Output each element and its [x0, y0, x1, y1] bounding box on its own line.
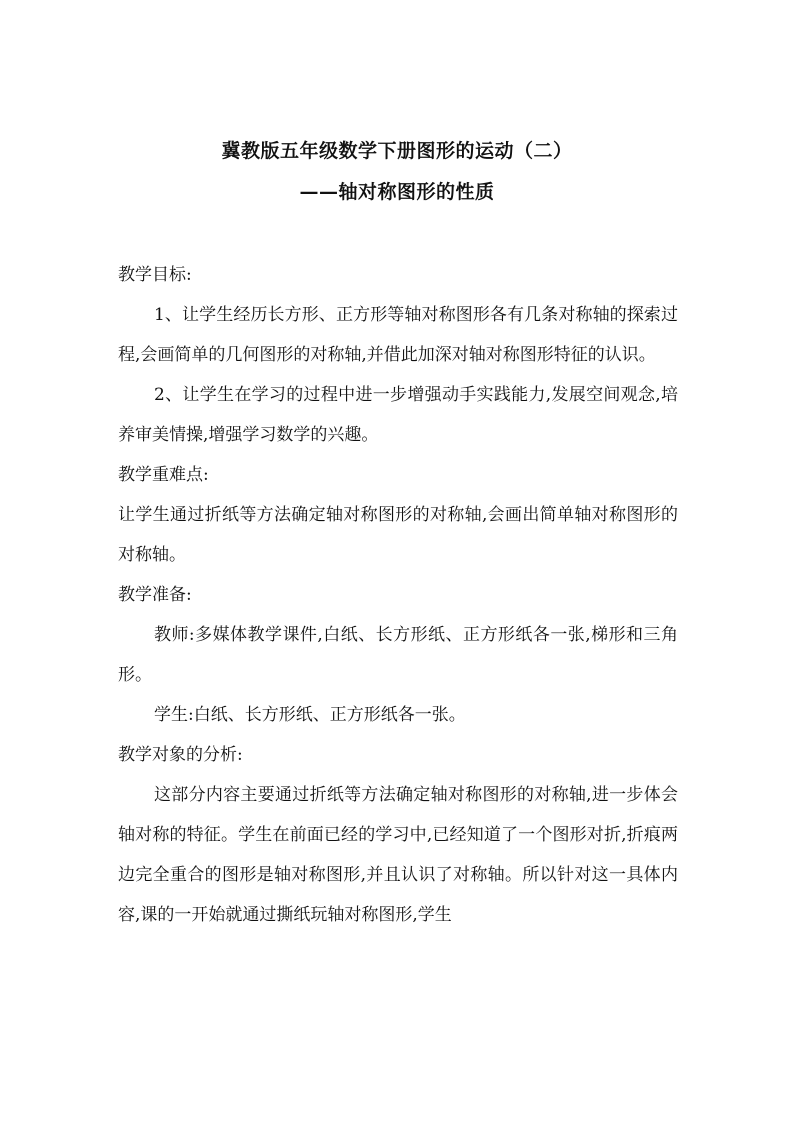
heading-teaching-goals: 教学目标:: [118, 265, 192, 285]
student-preparation-paragraph: 学生:白纸、长方形纸、正方形纸各一张。: [154, 705, 466, 725]
teacher-preparation-paragraph: 教师:多媒体教学课件,白纸、长方形纸、正方形纸各一张,梯形和三角形。: [118, 625, 678, 685]
document-body: [118, 255, 678, 935]
heading-key-points: 教学重难点:: [118, 465, 209, 485]
key-points-paragraph: 让学生通过折纸等方法确定轴对称图形的对称轴,会画出简单轴对称图形的对称轴。: [118, 505, 678, 565]
document-subtitle: ——轴对称图形的性质: [299, 181, 495, 203]
goal-paragraph-2: 2、让学生在学习的过程中进一步增强动手实践能力,发展空间观念,培养审美情操,增强学习数学的兴趣。: [118, 385, 678, 445]
heading-learner-analysis: 教学对象的分析:: [118, 745, 243, 765]
document-title: 冀教版五年级数学下册图形的运动（二）: [221, 140, 573, 162]
goal-paragraph-1: 1、让学生经历长方形、正方形等轴对称图形各有几条对称轴的探索过程,会画简单的几何图形的对称轴,并借此加深对轴对称图形特征的认识。: [118, 305, 678, 365]
learner-analysis-paragraph: 这部分内容主要通过折纸等方法确定轴对称图形的对称轴,进一步体会轴对称的特征。学生在前面已经的学习中,已经知道了一个图形对折,折痕两边完全重合的图形是轴对称图形,并且认识了对称轴。所以针对这一具体内容,课的一开始就通过撕纸玩轴对称图形,学生: [118, 785, 678, 925]
heading-preparation: 教学准备:: [118, 585, 192, 605]
